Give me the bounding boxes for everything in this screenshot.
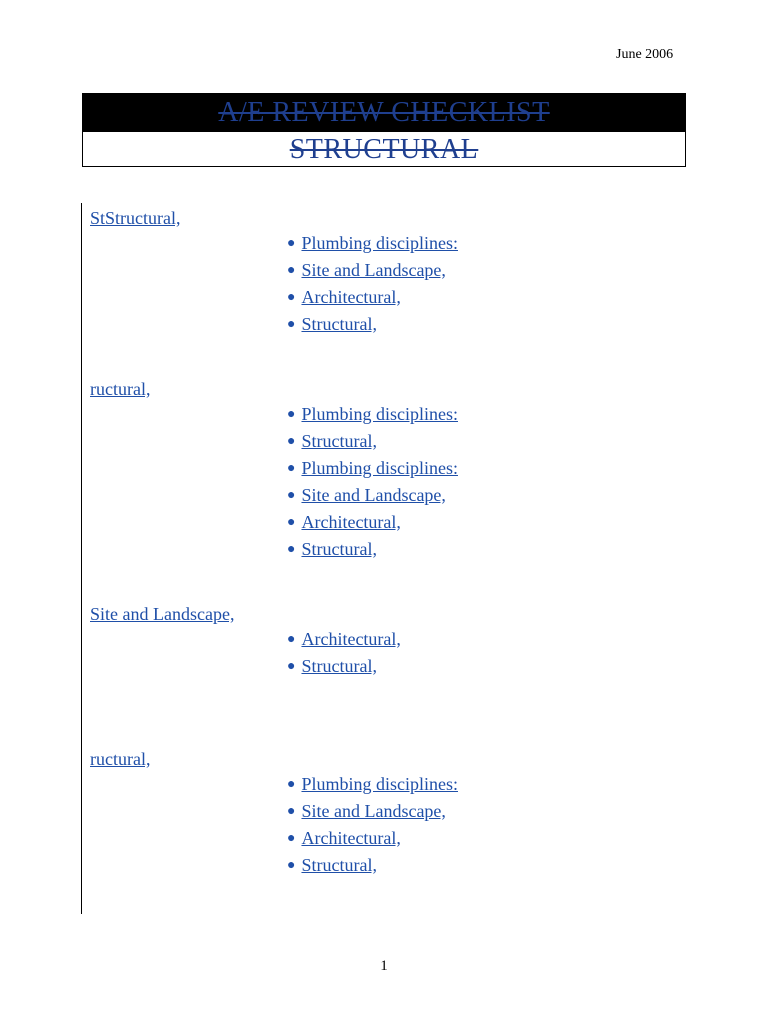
link-groups xyxy=(90,206,690,906)
trailing-empty-line xyxy=(90,338,690,365)
group-heading-link[interactable]: StStructural, xyxy=(90,208,181,228)
discipline-link[interactable]: Plumbing disciplines: xyxy=(301,458,458,478)
group-link-list xyxy=(90,626,690,680)
link-group xyxy=(90,377,690,590)
discipline-link[interactable]: Plumbing disciplines: xyxy=(301,404,458,424)
discipline-link[interactable]: Structural, xyxy=(301,656,377,676)
list-item xyxy=(287,771,690,798)
discipline-link[interactable]: Architectural, xyxy=(301,512,401,532)
trailing-empty-line xyxy=(90,879,690,906)
bullet-icon: ● xyxy=(287,804,296,820)
bullet-icon: ● xyxy=(287,858,296,874)
link-group xyxy=(90,602,690,707)
discipline-link[interactable]: Structural, xyxy=(301,539,377,559)
bullet-icon: ● xyxy=(287,290,296,306)
list-item xyxy=(287,257,690,284)
group-heading-link[interactable]: Site and Landscape, xyxy=(90,604,235,624)
bullet-icon: ● xyxy=(287,434,296,450)
list-item xyxy=(287,284,690,311)
discipline-link[interactable]: Site and Landscape, xyxy=(301,260,446,280)
discipline-link[interactable]: Site and Landscape, xyxy=(301,485,446,505)
group-heading-link[interactable]: ructural, xyxy=(90,379,151,399)
discipline-link[interactable]: Structural, xyxy=(301,431,377,451)
bullet-icon: ● xyxy=(287,461,296,477)
page-number: 1 xyxy=(380,958,388,974)
bullet-icon: ● xyxy=(287,263,296,279)
group-heading-link[interactable]: ructural, xyxy=(90,749,151,769)
document-title: A/E REVIEW CHECKLIST xyxy=(218,97,550,128)
discipline-link[interactable]: Architectural, xyxy=(301,828,401,848)
list-item xyxy=(287,825,690,852)
spacer xyxy=(90,365,690,377)
bullet-icon: ● xyxy=(287,632,296,648)
discipline-link[interactable]: Structural, xyxy=(301,314,377,334)
bullet-icon: ● xyxy=(287,236,296,252)
list-item xyxy=(287,536,690,563)
bullet-icon: ● xyxy=(287,515,296,531)
bullet-icon: ● xyxy=(287,659,296,675)
bullet-icon: ● xyxy=(287,542,296,558)
list-item xyxy=(287,852,690,879)
group-link-list xyxy=(90,771,690,879)
discipline-link[interactable]: Architectural, xyxy=(301,287,401,307)
list-item xyxy=(287,798,690,825)
subtitle-banner xyxy=(82,131,686,167)
discipline-link[interactable]: Structural, xyxy=(301,855,377,875)
discipline-link[interactable]: Site and Landscape, xyxy=(301,801,446,821)
bullet-icon: ● xyxy=(287,831,296,847)
group-link-list xyxy=(90,401,690,563)
document-subtitle: STRUCTURAL xyxy=(289,134,479,165)
bullet-icon: ● xyxy=(287,317,296,333)
list-item xyxy=(287,401,690,428)
trailing-empty-line xyxy=(90,563,690,590)
group-link-list xyxy=(90,230,690,338)
list-item xyxy=(287,626,690,653)
trailing-empty-line xyxy=(90,680,690,707)
spacer xyxy=(90,707,690,747)
link-group xyxy=(90,206,690,365)
discipline-link[interactable]: Architectural, xyxy=(301,629,401,649)
list-item xyxy=(287,455,690,482)
left-margin-rule xyxy=(81,203,82,914)
bullet-icon: ● xyxy=(287,407,296,423)
date-label: June 2006 xyxy=(616,47,674,62)
list-item xyxy=(287,428,690,455)
spacer xyxy=(90,590,690,602)
bullet-icon: ● xyxy=(287,777,296,793)
discipline-link[interactable]: Plumbing disciplines: xyxy=(301,774,458,794)
bullet-icon: ● xyxy=(287,488,296,504)
list-item xyxy=(287,653,690,680)
discipline-link[interactable]: Plumbing disciplines: xyxy=(301,233,458,253)
list-item xyxy=(287,230,690,257)
list-item xyxy=(287,509,690,536)
list-item xyxy=(287,482,690,509)
link-group xyxy=(90,747,690,906)
list-item xyxy=(287,311,690,338)
title-banner xyxy=(82,93,686,131)
